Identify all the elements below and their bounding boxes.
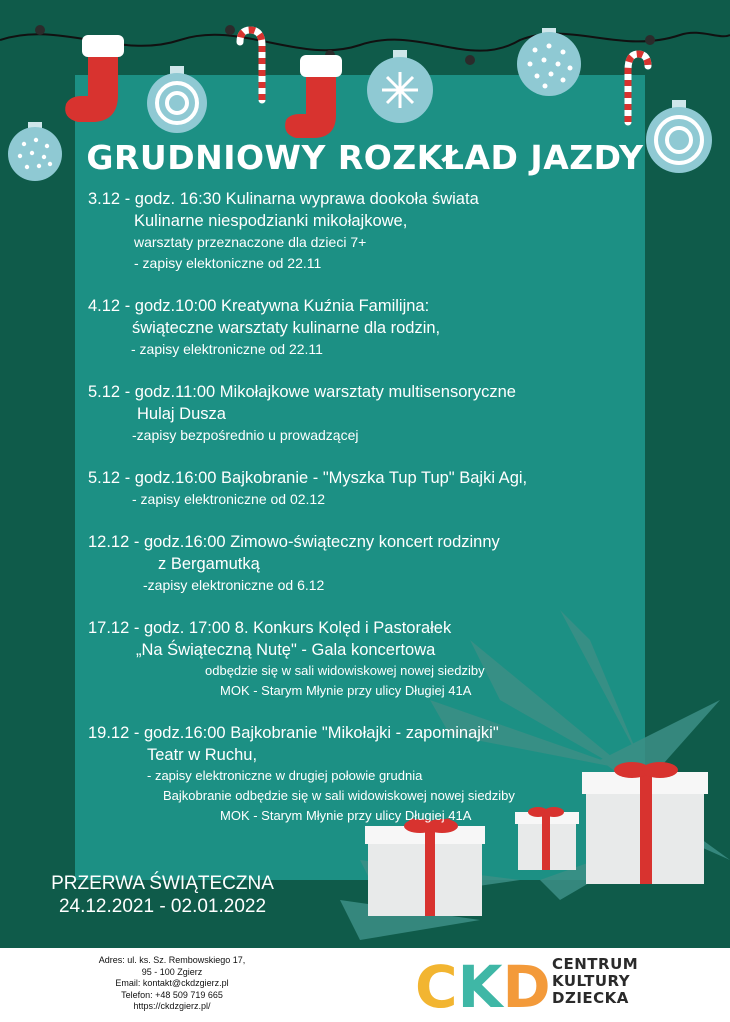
event-title: 5.12 - godz.16:00 Bajkobranie - "Myszka Tup Tup" Bajki Agi, [88,469,528,487]
event-detail: Bajkobranie odbędzie się w sali widowiskowej nowej siedziby [163,788,515,803]
event-subtitle: Kulinarne niespodzianki mikołajkowe, [134,212,408,230]
logo-letter: C [415,953,458,1015]
holiday-break-dates: 24.12.2021 - 02.01.2022 [58,896,267,917]
address-line: Adres: ul. ks. Sz. Rembowskiego 17, [98,955,246,965]
logo-letter: K [457,953,503,1015]
holiday-break-label: PRZERWA ŚWIĄTECZNA [51,873,274,894]
event-title: 3.12 - godz. 16:30 Kulinarna wyprawa dookoła świata [88,190,479,208]
event-detail: warsztaty przeznaczone dla dzieci 7+ [134,234,367,250]
logo-mark [415,953,551,1015]
light-bulb [645,35,655,45]
event-registration: -zapisy elektroniczne od 6.12 [143,577,325,593]
event-title: 4.12 - godz.10:00 Kreatywna Kuźnia Familijna: [88,297,430,315]
candy-cane-icon [240,30,262,100]
event-title: 5.12 - godz.11:00 Mikołajkowe warsztaty multisensoryczne [88,383,516,401]
event-venue: MOK - Starym Młynie przy ulicy Długiej 41A [220,683,472,698]
logo-line: CENTRUM [552,955,639,973]
event-subtitle: z Bergamutką [158,555,260,573]
event-registration: -zapisy bezpośrednio u prowadzącej [132,427,359,443]
event-item [88,467,678,510]
event-registration: - zapisy elektroniczne w drugiej połowie grudnia [147,768,423,783]
logo-line: KULTURY [552,972,631,990]
phone-text: Telefon: +48 509 719 665 [121,989,223,1000]
event-item [88,722,678,826]
event-registration: - zapisy elektoniczne od 22.11 [134,255,322,271]
logo-line: DZIECKA [552,989,629,1007]
contact-info [62,955,282,1013]
ornament-icon [367,50,433,123]
event-item [88,381,678,446]
event-title: 12.12 - godz.16:00 Zimowo-świąteczny koncert rodzinny [88,533,500,551]
event-registration: - zapisy elektroniczne od 22.11 [131,341,323,357]
event-item [88,295,678,360]
event-list [88,188,678,847]
ornament-icon [147,66,207,133]
logo-letter: D [502,953,551,1015]
stocking-icon [65,35,124,122]
candy-cane-icon [628,54,648,122]
light-bulb [225,25,235,35]
address-line: 95 - 100 Zgierz [141,966,203,977]
stocking-icon [285,55,342,138]
event-item [88,188,678,274]
light-bulb [465,55,475,65]
event-title: 17.12 - godz. 17:00 8. Konkurs Kolęd i Pastorałek [88,619,452,637]
email-text: Email: kontakt@ckdzgierz.pl [115,978,229,988]
light-bulb [35,25,45,35]
event-subtitle: Hulaj Dusza [137,405,226,423]
event-detail: odbędzie się w sali widowiskowej nowej siedziby [205,663,485,678]
logo-text [552,956,638,1007]
event-registration: - zapisy elektroniczne od 02.12 [132,491,325,507]
event-subtitle: Teatr w Ruchu, [147,746,258,764]
event-item [88,617,678,701]
website-link[interactable]: https://ckdzgierz.pl/ [133,1001,211,1011]
event-subtitle: świąteczne warsztaty kulinarne dla rodzin, [132,319,441,337]
page-title: GRUDNIOWY ROZKŁAD JAZDY [86,138,644,177]
event-title: 19.12 - godz.16:00 Bajkobranie "Mikołajki - zapominajki" [88,724,499,742]
holiday-break [0,872,325,918]
event-subtitle: „Na Świąteczną Nutę" - Gala koncertowa [136,641,436,659]
event-venue: MOK - Starym Młynie przy ulicy Długiej 41A [220,808,472,823]
event-item [88,531,678,596]
